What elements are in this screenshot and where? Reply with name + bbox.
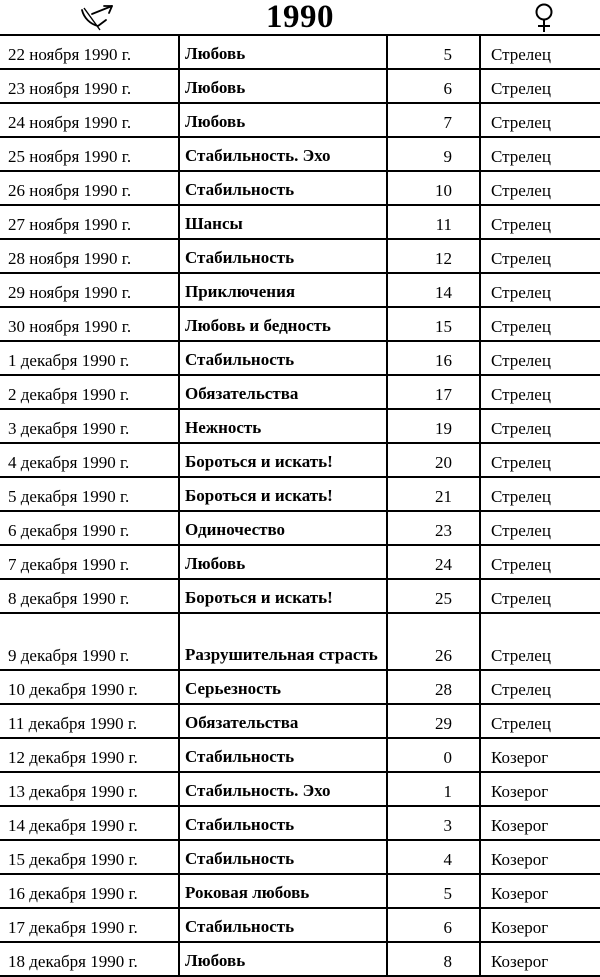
table-row [0, 137, 600, 171]
sign-cell: Стрелец [480, 35, 600, 69]
table-row [0, 738, 600, 772]
date-cell: 15 декабря 1990 г. [0, 840, 179, 874]
number-cell: 0 [387, 738, 480, 772]
date-cell: 30 ноября 1990 г. [0, 307, 179, 341]
sign-cell: Стрелец [480, 103, 600, 137]
sign-cell: Стрелец [480, 613, 600, 670]
number-cell: 14 [387, 273, 480, 307]
theme-cell: Разрушительная страсть [179, 613, 387, 670]
number-cell: 28 [387, 670, 480, 704]
number-cell: 5 [387, 35, 480, 69]
sign-cell: Козерог [480, 738, 600, 772]
number-cell: 10 [387, 171, 480, 205]
sign-cell: Козерог [480, 942, 600, 976]
date-cell: 7 декабря 1990 г. [0, 545, 179, 579]
page-title: 1990 [266, 0, 334, 35]
date-cell: 17 декабря 1990 г. [0, 908, 179, 942]
table-row [0, 840, 600, 874]
table-row [0, 511, 600, 545]
date-cell: 23 ноября 1990 г. [0, 69, 179, 103]
table-row [0, 874, 600, 908]
date-cell: 12 декабря 1990 г. [0, 738, 179, 772]
theme-cell: Шансы [179, 205, 387, 239]
sign-cell: Козерог [480, 840, 600, 874]
sign-cell: Стрелец [480, 239, 600, 273]
sign-cell: Стрелец [480, 670, 600, 704]
number-cell: 15 [387, 307, 480, 341]
number-cell: 4 [387, 840, 480, 874]
theme-cell: Стабильность [179, 840, 387, 874]
date-cell: 1 декабря 1990 г. [0, 341, 179, 375]
table-row [0, 942, 600, 976]
table-row [0, 341, 600, 375]
table-row [0, 273, 600, 307]
number-cell: 11 [387, 205, 480, 239]
date-cell: 29 ноября 1990 г. [0, 273, 179, 307]
sign-cell: Козерог [480, 874, 600, 908]
date-cell: 9 декабря 1990 г. [0, 613, 179, 670]
sign-cell: Стрелец [480, 69, 600, 103]
table-row [0, 613, 600, 670]
number-cell: 3 [387, 806, 480, 840]
sign-cell: Стрелец [480, 375, 600, 409]
number-cell: 24 [387, 545, 480, 579]
date-cell: 2 декабря 1990 г. [0, 375, 179, 409]
table-row [0, 103, 600, 137]
sign-cell: Стрелец [480, 409, 600, 443]
date-cell: 22 ноября 1990 г. [0, 35, 179, 69]
date-cell: 16 декабря 1990 г. [0, 874, 179, 908]
number-cell: 5 [387, 874, 480, 908]
date-cell: 18 декабря 1990 г. [0, 942, 179, 976]
number-cell: 26 [387, 613, 480, 670]
sign-cell: Стрелец [480, 273, 600, 307]
number-cell: 25 [387, 579, 480, 613]
number-cell: 6 [387, 69, 480, 103]
theme-cell: Обязательства [179, 375, 387, 409]
theme-cell: Нежность [179, 409, 387, 443]
theme-cell: Любовь [179, 103, 387, 137]
sign-cell: Стрелец [480, 307, 600, 341]
number-cell: 21 [387, 477, 480, 511]
page-header [0, 0, 600, 36]
theme-cell: Бороться и искать! [179, 579, 387, 613]
theme-cell: Серьезность [179, 670, 387, 704]
theme-cell: Бороться и искать! [179, 477, 387, 511]
table-row [0, 443, 600, 477]
theme-cell: Любовь [179, 35, 387, 69]
theme-cell: Любовь и бедность [179, 307, 387, 341]
table-row [0, 670, 600, 704]
sign-cell: Стрелец [480, 511, 600, 545]
sign-cell: Стрелец [480, 341, 600, 375]
number-cell: 20 [387, 443, 480, 477]
date-cell: 4 декабря 1990 г. [0, 443, 179, 477]
date-cell: 25 ноября 1990 г. [0, 137, 179, 171]
number-cell: 7 [387, 103, 480, 137]
number-cell: 8 [387, 942, 480, 976]
theme-cell: Стабильность. Эхо [179, 772, 387, 806]
sign-cell: Стрелец [480, 137, 600, 171]
theme-cell: Стабильность. Эхо [179, 137, 387, 171]
sign-cell: Козерог [480, 806, 600, 840]
number-cell: 16 [387, 341, 480, 375]
number-cell: 17 [387, 375, 480, 409]
date-cell: 28 ноября 1990 г. [0, 239, 179, 273]
sign-cell: Стрелец [480, 171, 600, 205]
calendar-table [0, 34, 600, 977]
theme-cell: Обязательства [179, 704, 387, 738]
number-cell: 29 [387, 704, 480, 738]
theme-cell: Стабильность [179, 171, 387, 205]
venus-symbol-icon [532, 2, 556, 34]
table-row [0, 375, 600, 409]
number-cell: 19 [387, 409, 480, 443]
date-cell: 6 декабря 1990 г. [0, 511, 179, 545]
table-row [0, 579, 600, 613]
date-cell: 26 ноября 1990 г. [0, 171, 179, 205]
table-row [0, 35, 600, 69]
date-cell: 8 декабря 1990 г. [0, 579, 179, 613]
theme-cell: Стабильность [179, 738, 387, 772]
table-row [0, 908, 600, 942]
number-cell: 12 [387, 239, 480, 273]
theme-cell: Роковая любовь [179, 874, 387, 908]
table-row [0, 545, 600, 579]
date-cell: 5 декабря 1990 г. [0, 477, 179, 511]
table-body [0, 35, 600, 976]
table-row [0, 806, 600, 840]
table-row [0, 477, 600, 511]
theme-cell: Любовь [179, 942, 387, 976]
sign-cell: Стрелец [480, 205, 600, 239]
theme-cell: Стабильность [179, 239, 387, 273]
sign-cell: Стрелец [480, 579, 600, 613]
date-cell: 27 ноября 1990 г. [0, 205, 179, 239]
number-cell: 1 [387, 772, 480, 806]
sign-cell: Стрелец [480, 704, 600, 738]
sign-cell: Стрелец [480, 545, 600, 579]
table-row [0, 307, 600, 341]
sign-cell: Козерог [480, 772, 600, 806]
theme-cell: Любовь [179, 545, 387, 579]
date-cell: 14 декабря 1990 г. [0, 806, 179, 840]
number-cell: 23 [387, 511, 480, 545]
table-row [0, 772, 600, 806]
date-cell: 10 декабря 1990 г. [0, 670, 179, 704]
sign-cell: Стрелец [480, 477, 600, 511]
table-row [0, 69, 600, 103]
sign-cell: Стрелец [480, 443, 600, 477]
table-row [0, 171, 600, 205]
table-row [0, 205, 600, 239]
theme-cell: Приключения [179, 273, 387, 307]
theme-cell: Стабильность [179, 341, 387, 375]
theme-cell: Бороться и искать! [179, 443, 387, 477]
date-cell: 3 декабря 1990 г. [0, 409, 179, 443]
theme-cell: Стабильность [179, 806, 387, 840]
theme-cell: Одиночество [179, 511, 387, 545]
number-cell: 6 [387, 908, 480, 942]
date-cell: 11 декабря 1990 г. [0, 704, 179, 738]
theme-cell: Любовь [179, 69, 387, 103]
table-row [0, 239, 600, 273]
number-cell: 9 [387, 137, 480, 171]
table-row [0, 704, 600, 738]
table-row [0, 409, 600, 443]
sign-cell: Козерог [480, 908, 600, 942]
theme-cell: Стабильность [179, 908, 387, 942]
date-cell: 24 ноября 1990 г. [0, 103, 179, 137]
date-cell: 13 декабря 1990 г. [0, 772, 179, 806]
